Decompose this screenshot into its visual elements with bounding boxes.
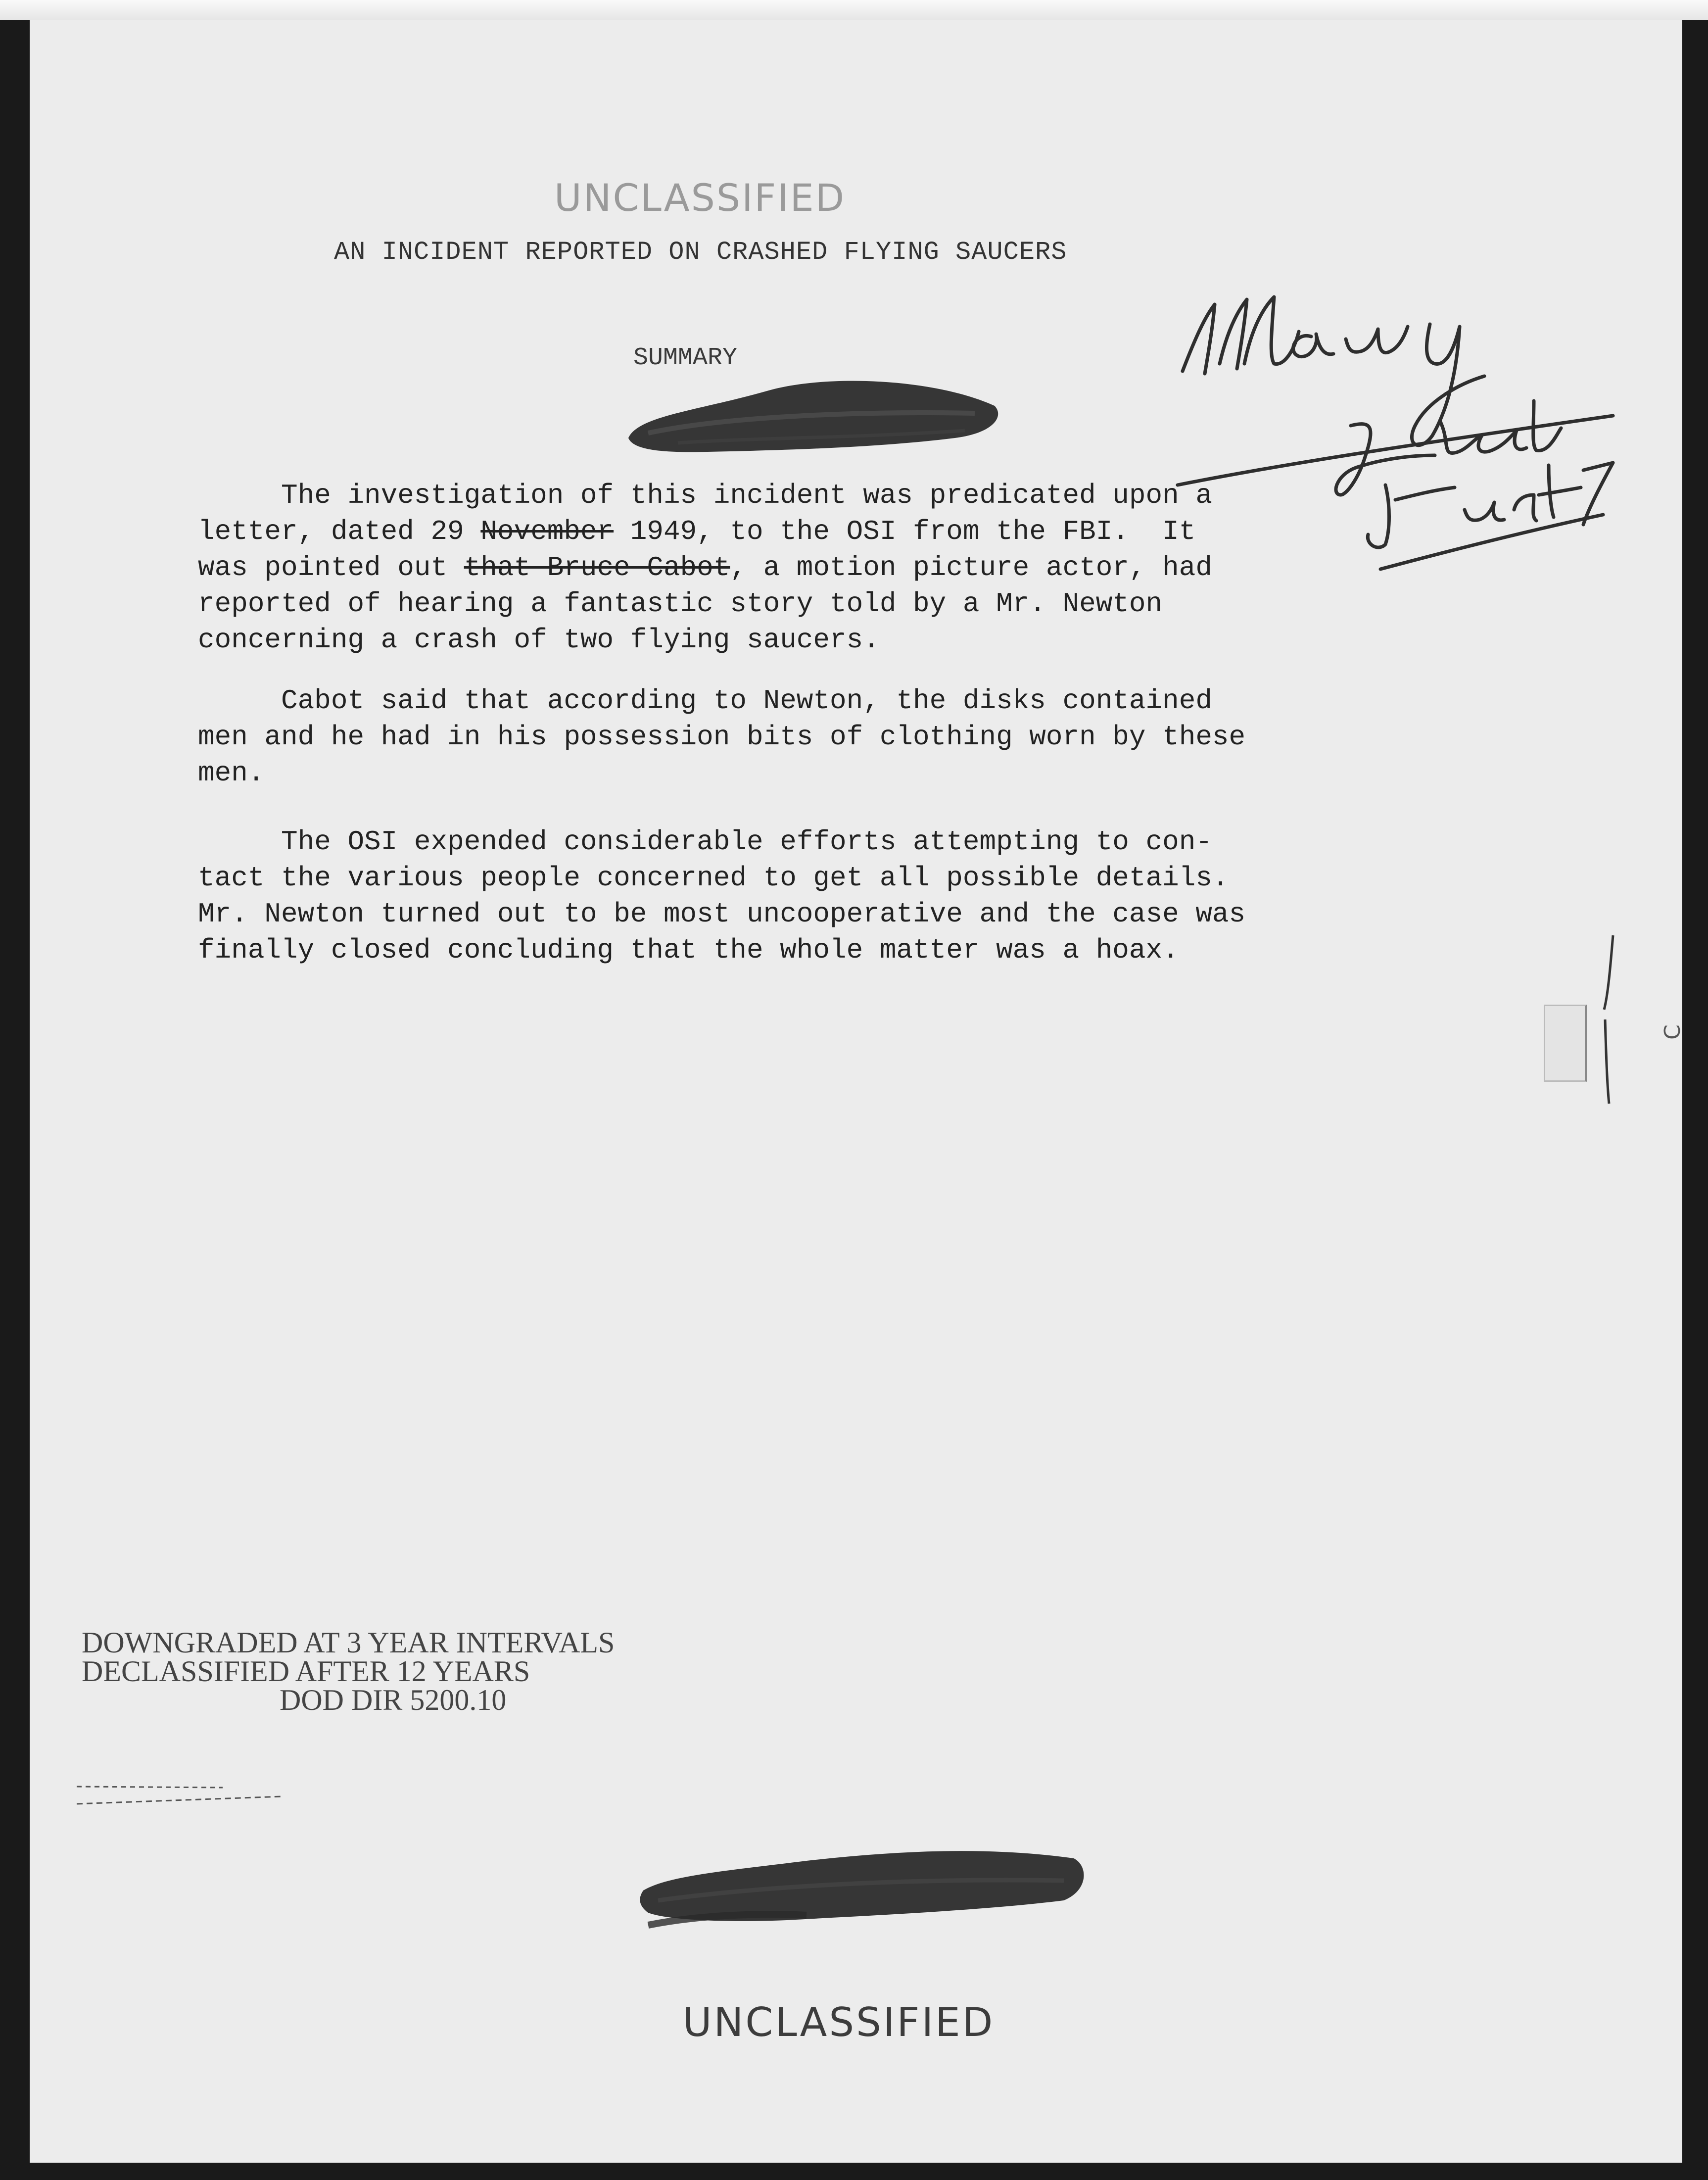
paragraph-2 [198,683,1245,791]
paragraph-3-line-3: Mr. Newton turned out to be most uncooperative and the case was [198,898,1246,930]
paragraph-1-line-3-end: , a motion picture actor, had [730,552,1212,583]
redaction-mark-bottom [638,1831,1098,1935]
unclassified-stamp-top: UNCLASSIFIED [554,176,846,220]
paper-top-edge [0,0,1708,20]
struck-text-bruce-cabot: that Bruce Cabot [464,552,730,583]
summary-heading: SUMMARY [633,344,738,372]
paragraph-2-line-3: men. [198,757,265,789]
downgrade-line-2: DECLASSIFIED AFTER 12 YEARS [82,1655,530,1688]
paragraph-1-line-2-start: letter, dated 29 [198,516,481,547]
redaction-mark-top [618,364,1014,463]
paragraph-2-line-2: men and he had in his possession bits of clothing worn by these [198,721,1246,753]
downgrade-line-3: DOD DIR 5200.10 [280,1684,507,1716]
paragraph-2-line-1: Cabot said that according to Newton, the disks contained [198,685,1212,717]
document-title: AN INCIDENT REPORTED ON CRASHED FLYING SAUCERS [334,238,1067,267]
paragraph-3 [198,824,1245,969]
margin-tab-mark [1544,1005,1587,1082]
downgrade-line-1: DOWNGRADED AT 3 YEAR INTERVALS [82,1626,615,1659]
paragraph-1-line-5: concerning a crash of two flying saucers. [198,624,880,656]
paragraph-3-line-2: tact the various people concerned to get all possible details. [198,862,1229,894]
margin-pen-stroke [1598,930,1618,1109]
paragraph-1 [198,478,1212,658]
downgrade-declassification-stamp [82,1628,615,1714]
margin-letter: C [1660,1024,1685,1040]
paragraph-3-line-4: finally closed concluding that the whole matter was a hoax. [198,934,1179,966]
dotted-signature-lines [74,1777,292,1811]
paragraph-3-line-1: The OSI expended considerable efforts attempting to con- [198,826,1212,858]
paragraph-1-line-3-start: was pointed out [198,552,464,583]
struck-text-november: November [480,516,614,547]
paragraph-1-line-4: reported of hearing a fantastic story told by a Mr. Newton [198,588,1163,620]
paragraph-1-line-2-end: 1949, to the OSI from the FBI. It [614,516,1196,547]
paragraph-1-line-1: The investigation of this incident was predicated upon a [198,480,1212,511]
unclassified-stamp-bottom: UNCLASSIFIED [683,1999,995,2045]
handwritten-annotation [1158,277,1618,574]
